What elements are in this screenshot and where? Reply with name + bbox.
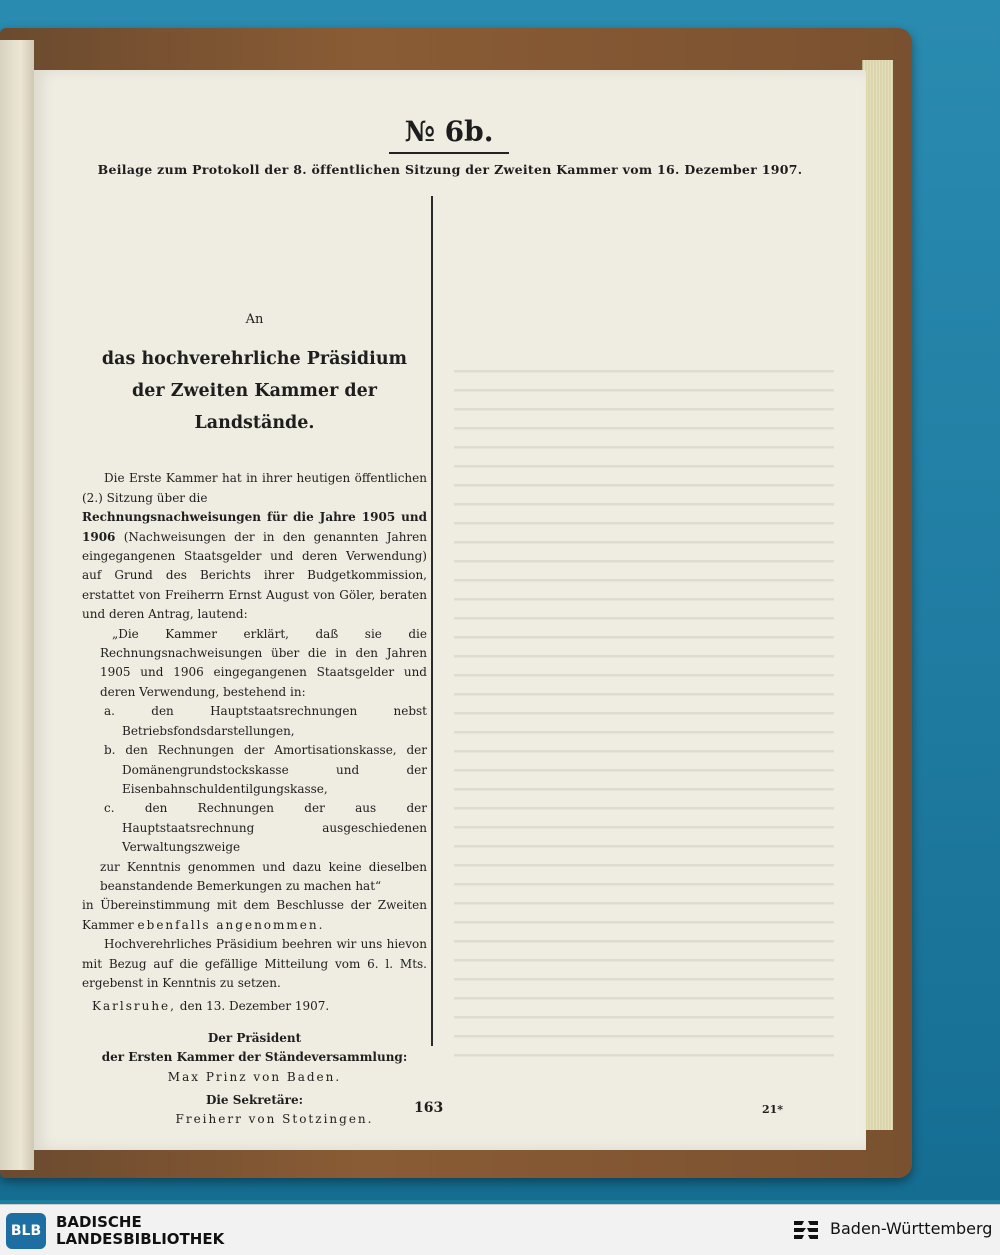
list-item-a: a. den Hauptstaatsrechnungen nebst Betriebsfondsdarstellungen,	[104, 704, 427, 738]
paragraph-1-subject: Rechnungsnachweisungen für die Jahre 1905 und 1906	[82, 510, 427, 544]
letter-column	[82, 310, 427, 1130]
library-name[interactable]	[56, 1214, 224, 1248]
blb-logo-icon[interactable]: BLB	[6, 1213, 46, 1249]
document-subheading: Beilage zum Protokoll der 8. öffentlichen Sitzung der Zweiten Kammer vom 16. Dezember 1907.	[97, 162, 803, 177]
recipient-line-1: das hochverehrliche Präsidium	[101, 349, 408, 370]
signature-title-2: der Ersten Kammer der Ständeversammlung:	[101, 1050, 408, 1065]
library-name-line-1: BADISCHE	[56, 1213, 142, 1231]
paragraph-2	[82, 896, 427, 935]
salutation-an: An	[245, 312, 264, 327]
left-page-edge	[0, 40, 34, 1170]
document-page	[34, 70, 866, 1150]
signature-mark: 21*	[762, 1103, 784, 1116]
footer-bar	[0, 1204, 1000, 1255]
paragraph-2-text: in Übereinstimmung mit dem Beschlusse der Zweiten Kammer	[82, 898, 427, 932]
date-place: Karlsruhe,	[92, 999, 176, 1014]
recipient	[82, 343, 427, 439]
page-number: 163	[414, 1100, 444, 1116]
bleed-through-text	[454, 370, 834, 1070]
date-line	[82, 997, 427, 1016]
state-name[interactable]: Baden-Württemberg	[830, 1219, 993, 1238]
list-item-c: c. den Rechnungen der aus der Hauptstaatsrechnung ausgeschiedenen Verwaltungszweige	[104, 801, 427, 855]
recipient-line-2: der Zweiten Kammer der Landstände.	[132, 381, 377, 434]
library-name-line-2: LANDESBIBLIOTHEK	[56, 1230, 225, 1248]
date-value: den 13. Dezember 1907.	[179, 999, 330, 1014]
list-item-b: b. den Rechnungen der Amortisationskasse, der Domänengrundstockskasse und der Eisenbahnschuldentilgungskasse,	[104, 743, 427, 796]
paragraph-3: Hochverehrliches Präsidium beehren wir uns hievon mit Bezug auf die gefällige Mitteilung vom 6. l. Mts. ergebenst in Kenntnis zu setzen.	[82, 937, 427, 990]
paragraph-2-spaced: ebenfalls angenommen.	[137, 917, 325, 932]
paragraph-1-intro: Die Erste Kammer hat in ihrer heutigen öffentlichen (2.) Sitzung über die	[82, 471, 427, 505]
page-stack-edge	[862, 60, 893, 1130]
column-divider	[431, 196, 433, 1046]
signature-title-3: Die Sekretäre:	[205, 1093, 304, 1107]
resolution-quote-end: zur Kenntnis genommen und dazu keine dieselben beanstandende Bemerkungen zu machen hat“	[100, 859, 427, 893]
paragraph-1	[82, 469, 427, 624]
baden-wuerttemberg-lions-icon	[790, 1215, 822, 1247]
signature-name-2: Freiherr von Stotzingen.	[175, 1112, 374, 1127]
resolution-quote: „Die Kammer erklärt, daß sie die Rechnungsnachweisungen über die in den Jahren 1905 und 1906 eingegangenen Staatsgelder und deren Verwendung, bestehend in:	[100, 626, 427, 699]
document-number: № 6b.	[389, 115, 509, 154]
signature-title-1: Der Präsident	[207, 1030, 302, 1045]
signature-name-1: Max Prinz von Baden.	[167, 1069, 342, 1084]
paragraph-1-body: (Nachweisungen der in den genannten Jahren eingegangenen Staatsgelder und deren Verwendung) auf Grund des Berichts ihrer Budgetkommission, erstattet von Freiherrn Ernst August von Göler, beraten und deren Antrag, lautend:	[82, 529, 427, 622]
